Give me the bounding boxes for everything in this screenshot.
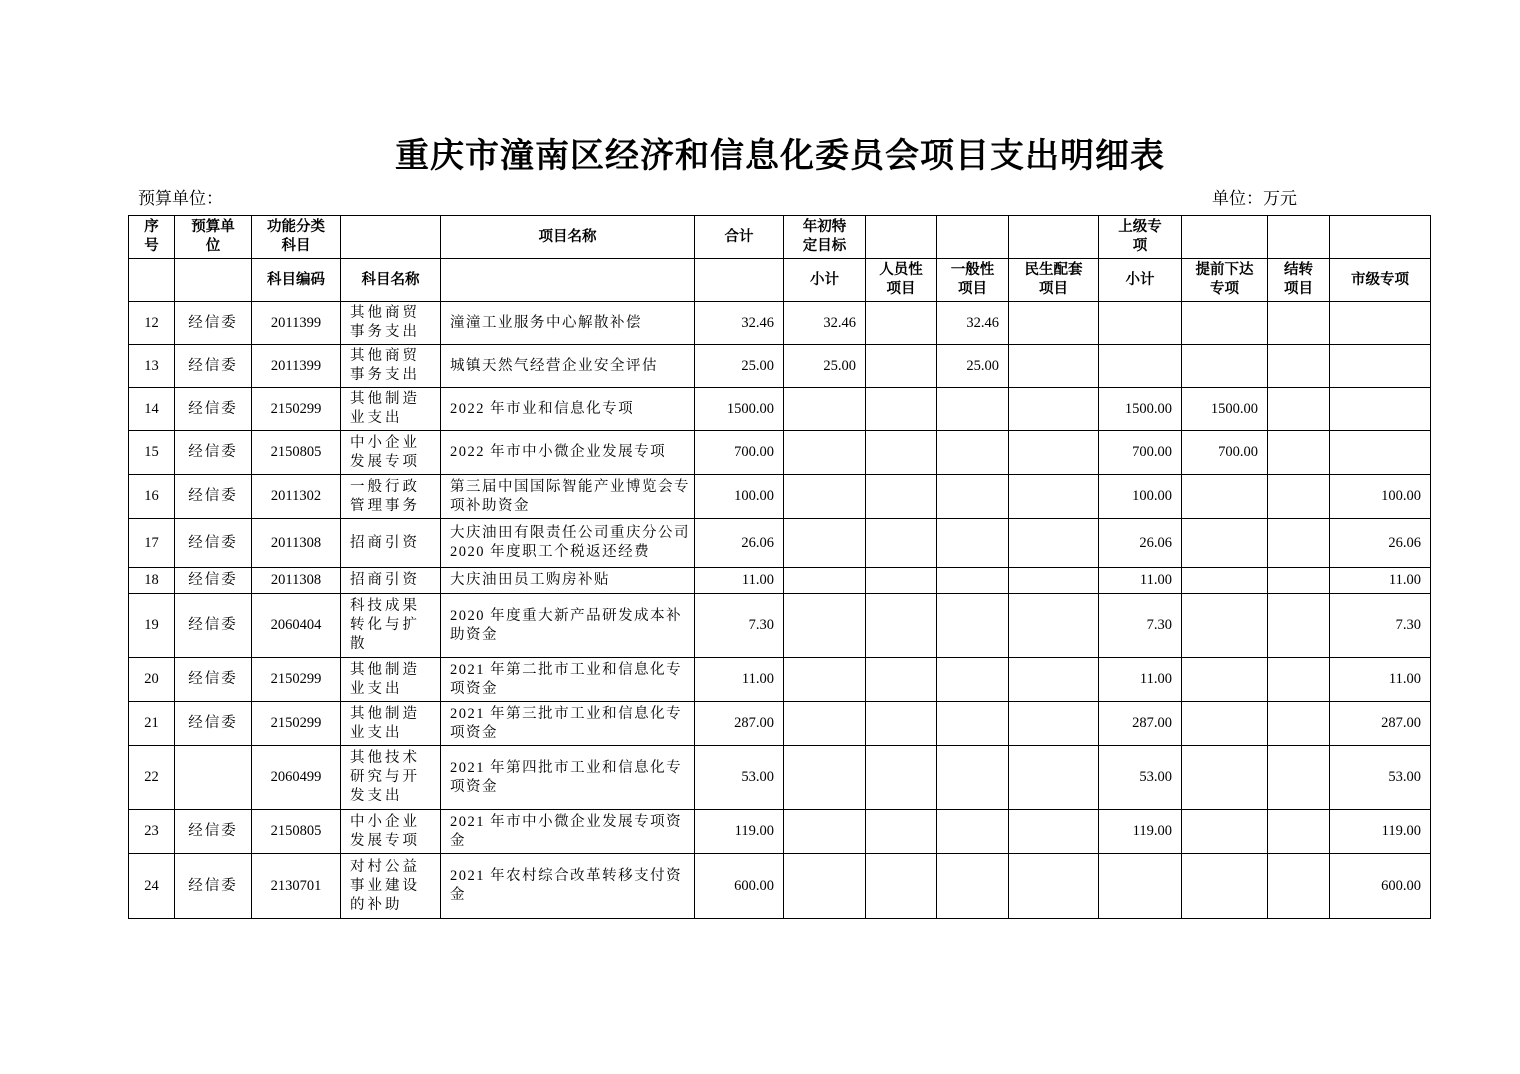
superior-subtotal-cell xyxy=(1099,345,1182,388)
project-cell: 城镇天然气经营企业安全评估 xyxy=(441,345,695,388)
total-cell: 287.00 xyxy=(695,702,784,746)
livelihood-cell xyxy=(1009,568,1099,594)
carryover-cell xyxy=(1268,854,1330,919)
superior-subtotal-cell: 119.00 xyxy=(1099,810,1182,854)
code-cell: 2011399 xyxy=(252,345,341,388)
superior-subtotal-cell: 11.00 xyxy=(1099,658,1182,702)
target-subtotal-cell xyxy=(784,746,866,810)
total-cell: 700.00 xyxy=(695,431,784,475)
livelihood-cell xyxy=(1009,302,1099,345)
seq-cell: 18 xyxy=(129,568,175,594)
advance-cell: 700.00 xyxy=(1182,431,1268,475)
subject-cell: 其他商贸事务支出 xyxy=(341,302,441,345)
unit-cell: 经信委 xyxy=(175,519,252,568)
header-general: 一般性项目 xyxy=(937,259,1009,302)
total-cell: 7.30 xyxy=(695,594,784,658)
city-cell: 287.00 xyxy=(1330,702,1431,746)
project-cell: 2022 年市中小微企业发展专项 xyxy=(441,431,695,475)
advance-cell: 1500.00 xyxy=(1182,388,1268,431)
superior-subtotal-cell: 53.00 xyxy=(1099,746,1182,810)
code-cell: 2060404 xyxy=(252,594,341,658)
code-cell: 2011308 xyxy=(252,568,341,594)
table-row xyxy=(129,746,1431,810)
city-cell: 11.00 xyxy=(1330,568,1431,594)
city-cell: 26.06 xyxy=(1330,519,1431,568)
livelihood-cell xyxy=(1009,702,1099,746)
header-superior: 上级专项 xyxy=(1099,216,1182,259)
target-subtotal-cell xyxy=(784,594,866,658)
table-row xyxy=(129,568,1431,594)
header-func-class: 功能分类科目 xyxy=(252,216,341,259)
code-cell: 2150805 xyxy=(252,431,341,475)
seq-cell: 20 xyxy=(129,658,175,702)
superior-subtotal-cell: 700.00 xyxy=(1099,431,1182,475)
total-cell: 25.00 xyxy=(695,345,784,388)
header-empty xyxy=(1182,216,1268,259)
personnel-cell xyxy=(866,594,937,658)
unit-cell: 经信委 xyxy=(175,345,252,388)
carryover-cell xyxy=(1268,658,1330,702)
general-cell xyxy=(937,746,1009,810)
general-cell xyxy=(937,568,1009,594)
personnel-cell xyxy=(866,568,937,594)
livelihood-cell xyxy=(1009,431,1099,475)
personnel-cell xyxy=(866,388,937,431)
advance-cell xyxy=(1182,519,1268,568)
header-subtotal-2: 小计 xyxy=(1099,259,1182,302)
table-row xyxy=(129,854,1431,919)
superior-subtotal-cell: 11.00 xyxy=(1099,568,1182,594)
superior-subtotal-cell: 100.00 xyxy=(1099,475,1182,519)
seq-cell: 21 xyxy=(129,702,175,746)
seq-cell: 14 xyxy=(129,388,175,431)
subject-cell: 其他制造业支出 xyxy=(341,388,441,431)
header-empty xyxy=(129,259,175,302)
personnel-cell xyxy=(866,746,937,810)
livelihood-cell xyxy=(1009,746,1099,810)
header-carryover: 结转项目 xyxy=(1268,259,1330,302)
unit-cell: 经信委 xyxy=(175,388,252,431)
header-row-1 xyxy=(129,216,1431,259)
total-cell: 32.46 xyxy=(695,302,784,345)
target-subtotal-cell: 32.46 xyxy=(784,302,866,345)
subject-cell: 中小企业发展专项 xyxy=(341,810,441,854)
general-cell: 32.46 xyxy=(937,302,1009,345)
project-cell: 第三届中国国际智能产业博览会专项补助资金 xyxy=(441,475,695,519)
personnel-cell xyxy=(866,475,937,519)
livelihood-cell xyxy=(1009,345,1099,388)
general-cell xyxy=(937,702,1009,746)
table-row xyxy=(129,431,1431,475)
subject-cell: 其他商贸事务支出 xyxy=(341,345,441,388)
unit-cell: 经信委 xyxy=(175,702,252,746)
target-subtotal-cell xyxy=(784,568,866,594)
city-cell xyxy=(1330,345,1431,388)
general-cell xyxy=(937,658,1009,702)
general-cell xyxy=(937,854,1009,919)
header-empty xyxy=(1009,216,1099,259)
header-empty xyxy=(1330,216,1431,259)
city-cell xyxy=(1330,388,1431,431)
header-city: 市级专项 xyxy=(1330,259,1431,302)
subject-cell: 招商引资 xyxy=(341,519,441,568)
header-row-2 xyxy=(129,259,1431,302)
table-row xyxy=(129,594,1431,658)
carryover-cell xyxy=(1268,594,1330,658)
city-cell: 11.00 xyxy=(1330,658,1431,702)
superior-subtotal-cell: 287.00 xyxy=(1099,702,1182,746)
total-cell: 100.00 xyxy=(695,475,784,519)
carryover-cell xyxy=(1268,302,1330,345)
project-cell: 2021 年第三批市工业和信息化专项资金 xyxy=(441,702,695,746)
carryover-cell xyxy=(1268,810,1330,854)
personnel-cell xyxy=(866,702,937,746)
page-title: 重庆市潼南区经济和信息化委员会项目支出明细表 xyxy=(395,136,1165,176)
livelihood-cell xyxy=(1009,519,1099,568)
unit-cell: 经信委 xyxy=(175,302,252,345)
table-row xyxy=(129,475,1431,519)
table-row xyxy=(129,702,1431,746)
target-subtotal-cell xyxy=(784,388,866,431)
header-seq: 序号 xyxy=(129,216,175,259)
superior-subtotal-cell: 26.06 xyxy=(1099,519,1182,568)
seq-cell: 13 xyxy=(129,345,175,388)
carryover-cell xyxy=(1268,345,1330,388)
header-personnel: 人员性项目 xyxy=(866,259,937,302)
seq-cell: 22 xyxy=(129,746,175,810)
table-row xyxy=(129,519,1431,568)
unit-cell xyxy=(175,746,252,810)
subject-cell: 科技成果转化与扩散 xyxy=(341,594,441,658)
header-subject-name: 科目名称 xyxy=(341,259,441,302)
advance-cell xyxy=(1182,475,1268,519)
code-cell: 2011399 xyxy=(252,302,341,345)
total-cell: 1500.00 xyxy=(695,388,784,431)
general-cell: 25.00 xyxy=(937,345,1009,388)
header-advance: 提前下达专项 xyxy=(1182,259,1268,302)
target-subtotal-cell xyxy=(784,810,866,854)
personnel-cell xyxy=(866,345,937,388)
table-row xyxy=(129,810,1431,854)
total-cell: 53.00 xyxy=(695,746,784,810)
header-empty xyxy=(1268,216,1330,259)
project-cell: 大庆油田员工购房补贴 xyxy=(441,568,695,594)
seq-cell: 15 xyxy=(129,431,175,475)
code-cell: 2060499 xyxy=(252,746,341,810)
table-row xyxy=(129,388,1431,431)
personnel-cell xyxy=(866,431,937,475)
header-subject-code: 科目编码 xyxy=(252,259,341,302)
unit-cell: 经信委 xyxy=(175,475,252,519)
code-cell: 2011302 xyxy=(252,475,341,519)
expenditure-table xyxy=(128,215,1431,919)
subject-cell: 其他技术研究与开发支出 xyxy=(341,746,441,810)
city-cell: 53.00 xyxy=(1330,746,1431,810)
code-cell: 2011308 xyxy=(252,519,341,568)
advance-cell xyxy=(1182,568,1268,594)
budget-unit-label: 预算单位： xyxy=(138,189,223,208)
livelihood-cell xyxy=(1009,388,1099,431)
seq-cell: 12 xyxy=(129,302,175,345)
superior-subtotal-cell xyxy=(1099,302,1182,345)
project-cell: 大庆油田有限责任公司重庆分公司 2020 年度职工个税返还经费 xyxy=(441,519,695,568)
total-cell: 600.00 xyxy=(695,854,784,919)
personnel-cell xyxy=(866,658,937,702)
project-cell: 潼潼工业服务中心解散补偿 xyxy=(441,302,695,345)
carryover-cell xyxy=(1268,475,1330,519)
header-empty xyxy=(695,259,784,302)
subject-cell: 其他制造业支出 xyxy=(341,658,441,702)
table-row xyxy=(129,345,1431,388)
header-empty xyxy=(175,259,252,302)
subject-cell: 招商引资 xyxy=(341,568,441,594)
carryover-cell xyxy=(1268,388,1330,431)
target-subtotal-cell xyxy=(784,658,866,702)
project-cell: 2021 年市中小微企业发展专项资金 xyxy=(441,810,695,854)
header-total: 合计 xyxy=(695,216,784,259)
city-cell xyxy=(1330,431,1431,475)
livelihood-cell xyxy=(1009,854,1099,919)
total-cell: 11.00 xyxy=(695,568,784,594)
advance-cell xyxy=(1182,658,1268,702)
unit-cell: 经信委 xyxy=(175,810,252,854)
target-subtotal-cell: 25.00 xyxy=(784,345,866,388)
advance-cell xyxy=(1182,746,1268,810)
city-cell: 119.00 xyxy=(1330,810,1431,854)
header-unit: 预算单位 xyxy=(175,216,252,259)
subject-cell: 一般行政管理事务 xyxy=(341,475,441,519)
target-subtotal-cell xyxy=(784,519,866,568)
target-subtotal-cell xyxy=(784,702,866,746)
header-empty xyxy=(341,216,441,259)
city-cell: 7.30 xyxy=(1330,594,1431,658)
advance-cell xyxy=(1182,810,1268,854)
header-empty xyxy=(866,216,937,259)
superior-subtotal-cell: 1500.00 xyxy=(1099,388,1182,431)
code-cell: 2150805 xyxy=(252,810,341,854)
superior-subtotal-cell xyxy=(1099,854,1182,919)
personnel-cell xyxy=(866,302,937,345)
target-subtotal-cell xyxy=(784,431,866,475)
total-cell: 26.06 xyxy=(695,519,784,568)
target-subtotal-cell xyxy=(784,475,866,519)
superior-subtotal-cell: 7.30 xyxy=(1099,594,1182,658)
project-cell: 2020 年度重大新产品研发成本补助资金 xyxy=(441,594,695,658)
livelihood-cell xyxy=(1009,594,1099,658)
unit-cell: 经信委 xyxy=(175,568,252,594)
header-year-target: 年初特定目标 xyxy=(784,216,866,259)
project-cell: 2022 年市业和信息化专项 xyxy=(441,388,695,431)
total-cell: 11.00 xyxy=(695,658,784,702)
livelihood-cell xyxy=(1009,475,1099,519)
subject-cell: 其他制造业支出 xyxy=(341,702,441,746)
general-cell xyxy=(937,810,1009,854)
advance-cell xyxy=(1182,302,1268,345)
seq-cell: 19 xyxy=(129,594,175,658)
seq-cell: 17 xyxy=(129,519,175,568)
carryover-cell xyxy=(1268,568,1330,594)
header-subtotal-1: 小计 xyxy=(784,259,866,302)
project-cell: 2021 年第四批市工业和信息化专项资金 xyxy=(441,746,695,810)
unit-cell: 经信委 xyxy=(175,594,252,658)
advance-cell xyxy=(1182,854,1268,919)
carryover-cell xyxy=(1268,431,1330,475)
code-cell: 2150299 xyxy=(252,702,341,746)
advance-cell xyxy=(1182,345,1268,388)
seq-cell: 23 xyxy=(129,810,175,854)
code-cell: 2130701 xyxy=(252,854,341,919)
general-cell xyxy=(937,431,1009,475)
general-cell xyxy=(937,475,1009,519)
project-cell: 2021 年农村综合改革转移支付资金 xyxy=(441,854,695,919)
code-cell: 2150299 xyxy=(252,658,341,702)
target-subtotal-cell xyxy=(784,854,866,919)
city-cell xyxy=(1330,302,1431,345)
subject-cell: 对村公益事业建设的补助 xyxy=(341,854,441,919)
general-cell xyxy=(937,388,1009,431)
table-row xyxy=(129,658,1431,702)
total-cell: 119.00 xyxy=(695,810,784,854)
unit-label: 单位：万元 xyxy=(1212,189,1297,208)
advance-cell xyxy=(1182,594,1268,658)
carryover-cell xyxy=(1268,702,1330,746)
city-cell: 100.00 xyxy=(1330,475,1431,519)
project-cell: 2021 年第二批市工业和信息化专项资金 xyxy=(441,658,695,702)
personnel-cell xyxy=(866,519,937,568)
unit-cell: 经信委 xyxy=(175,431,252,475)
city-cell: 600.00 xyxy=(1330,854,1431,919)
unit-cell: 经信委 xyxy=(175,658,252,702)
livelihood-cell xyxy=(1009,658,1099,702)
personnel-cell xyxy=(866,810,937,854)
code-cell: 2150299 xyxy=(252,388,341,431)
carryover-cell xyxy=(1268,746,1330,810)
header-project-name: 项目名称 xyxy=(441,216,695,259)
general-cell xyxy=(937,519,1009,568)
carryover-cell xyxy=(1268,519,1330,568)
header-empty xyxy=(937,216,1009,259)
advance-cell xyxy=(1182,702,1268,746)
general-cell xyxy=(937,594,1009,658)
header-empty xyxy=(441,259,695,302)
livelihood-cell xyxy=(1009,810,1099,854)
seq-cell: 24 xyxy=(129,854,175,919)
table-row xyxy=(129,302,1431,345)
header-livelihood: 民生配套项目 xyxy=(1009,259,1099,302)
personnel-cell xyxy=(866,854,937,919)
seq-cell: 16 xyxy=(129,475,175,519)
subject-cell: 中小企业发展专项 xyxy=(341,431,441,475)
unit-cell: 经信委 xyxy=(175,854,252,919)
